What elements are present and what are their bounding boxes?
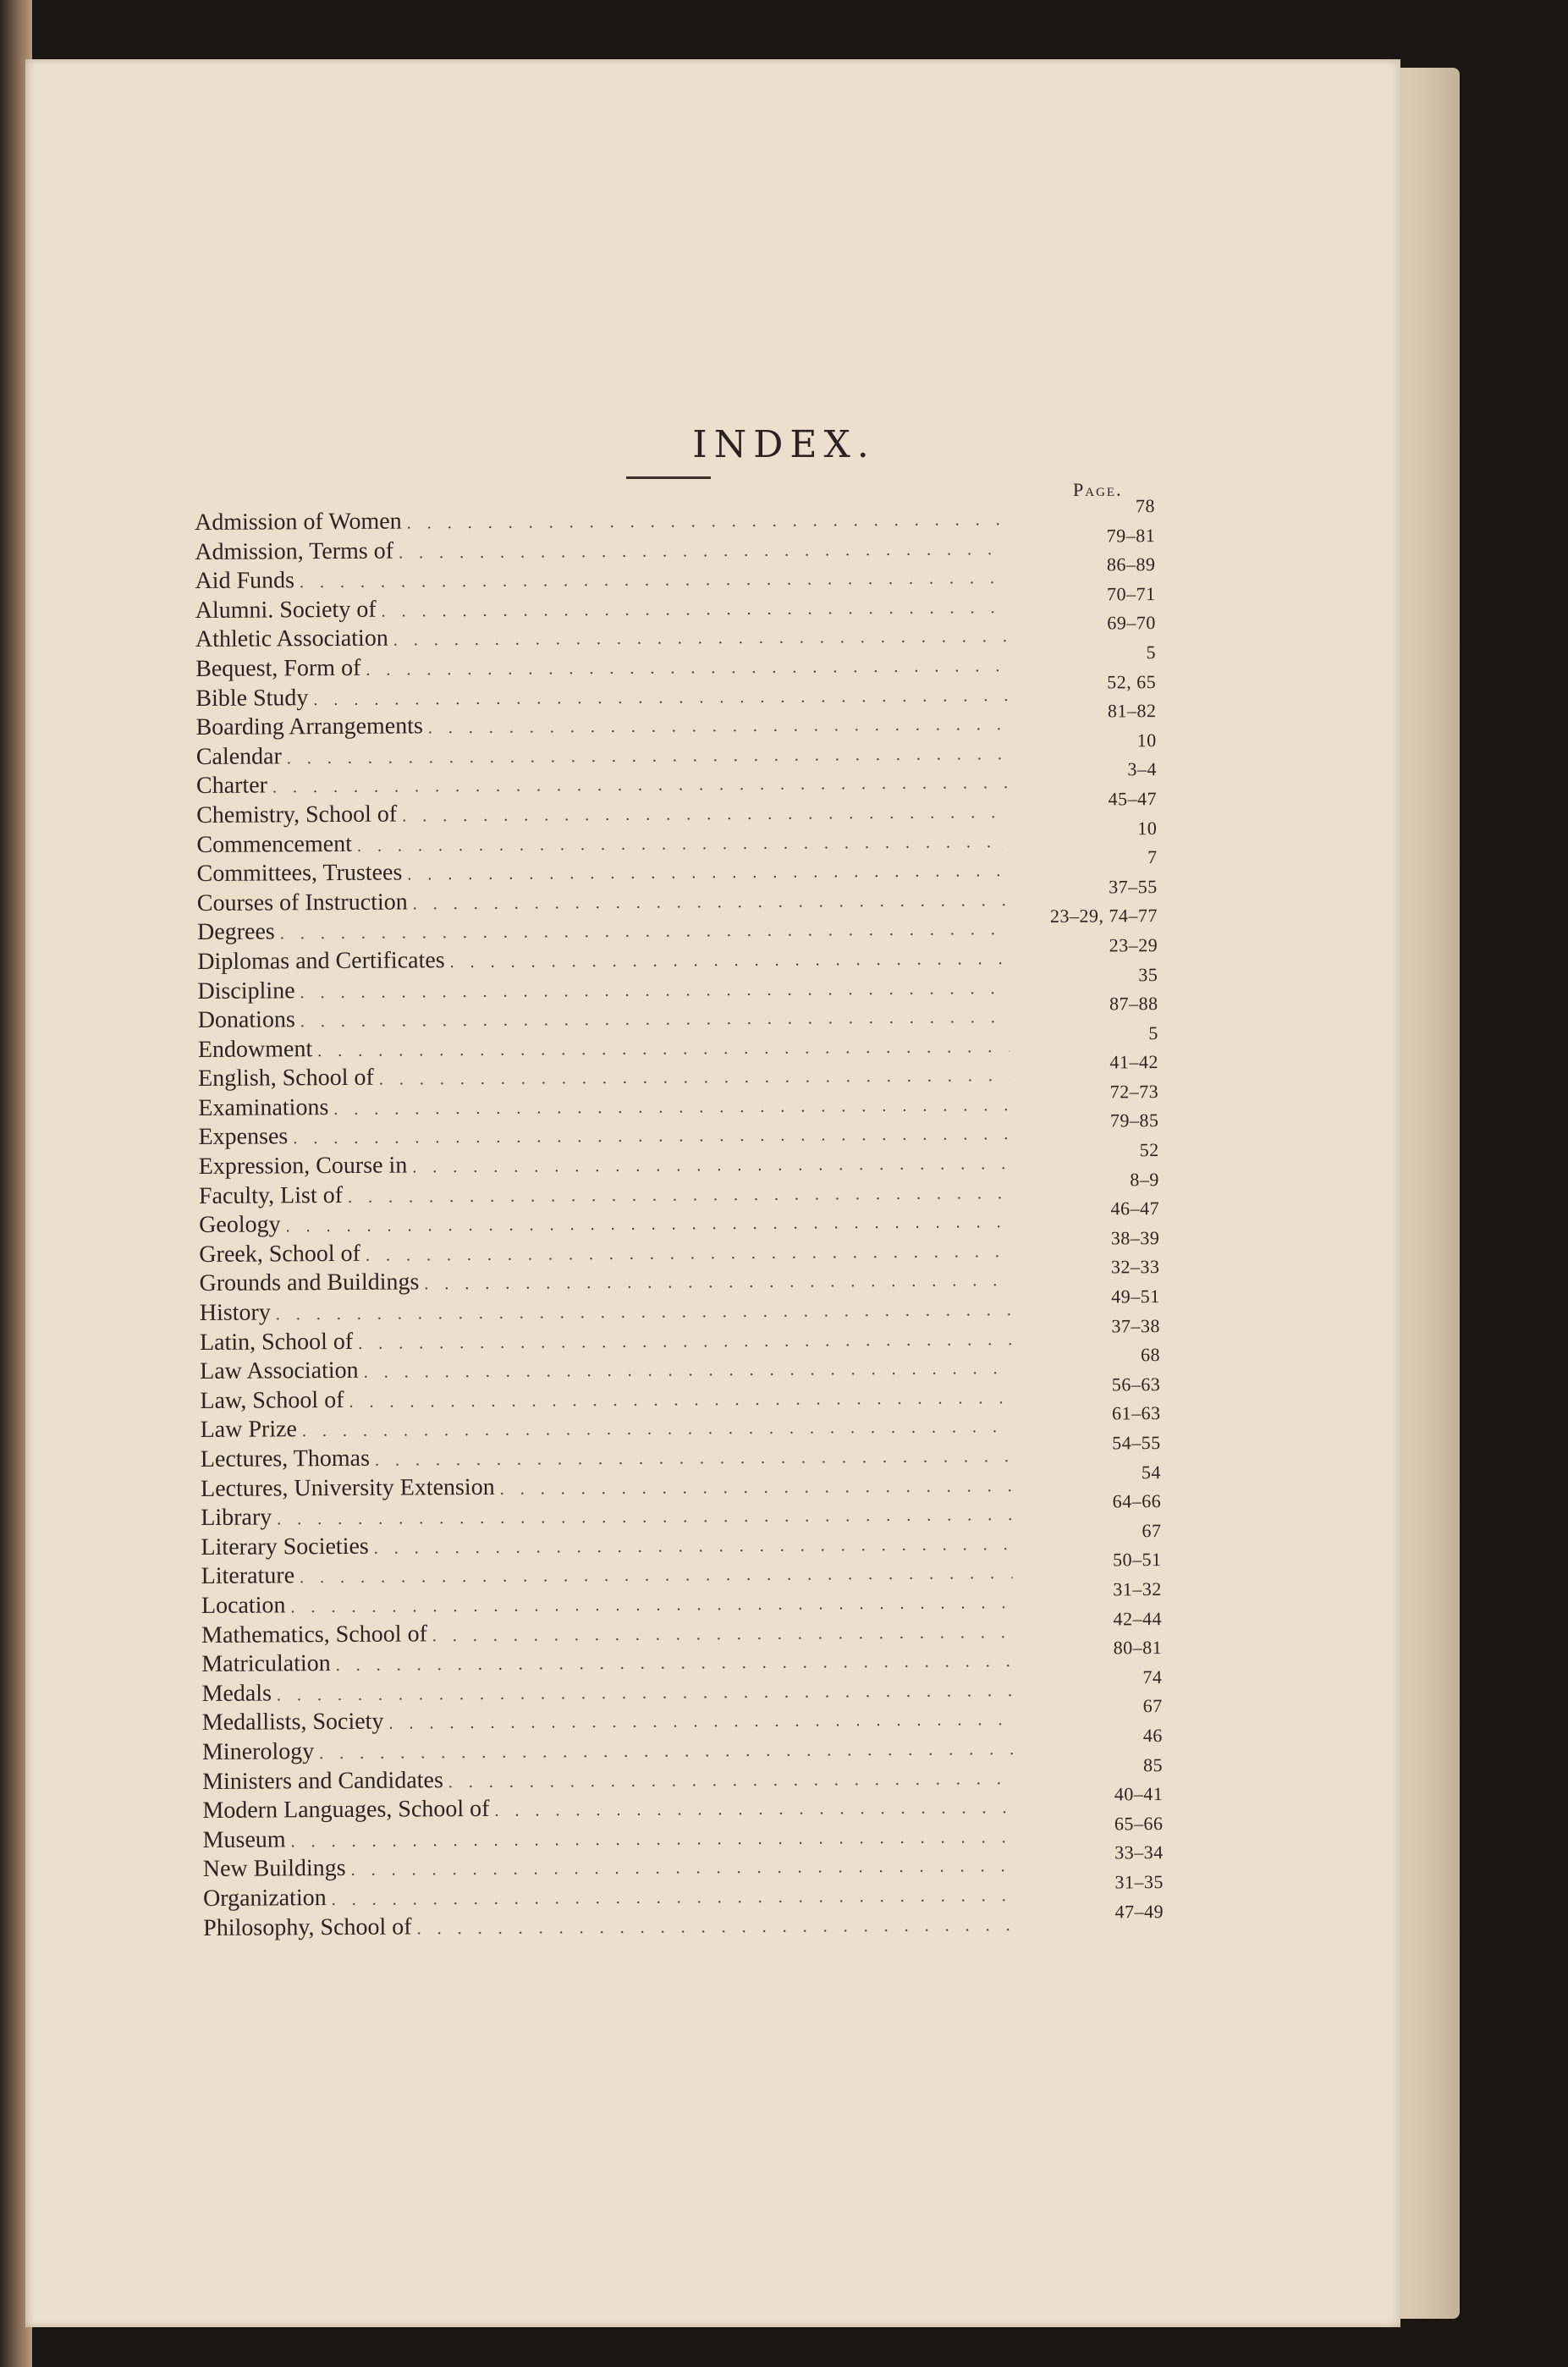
leader-dots	[358, 1330, 1011, 1354]
index-entry-label: Law, School of	[200, 1386, 344, 1414]
index-entry-label: Boarding Arrangements	[195, 713, 423, 741]
index-entry-page: 50–51	[1113, 1549, 1162, 1571]
index-entry-label: Lectures, University Extension	[200, 1473, 495, 1502]
index-entry-page: 79–85	[1109, 1109, 1159, 1131]
index-entry-label: Calendar	[195, 743, 282, 770]
index-entry-label: Medals	[201, 1680, 272, 1707]
leader-dots	[287, 745, 1008, 768]
index-entry-label: Donations	[197, 1006, 295, 1034]
leader-dots	[272, 773, 1008, 797]
index-entry-page: 10	[1137, 817, 1158, 839]
index-entry-label: Minerology	[201, 1738, 315, 1765]
leader-dots	[300, 979, 1010, 1003]
index-entry-label: Examinations	[198, 1093, 329, 1121]
index-entry-label: Aid Funds	[195, 567, 295, 595]
index-entry-label: Geology	[199, 1211, 281, 1239]
index-entry	[203, 1900, 1164, 1945]
leader-dots	[351, 1857, 1015, 1880]
index-entry-label: Chemistry, School of	[196, 801, 398, 828]
index-entry-page: 86–89	[1106, 553, 1156, 575]
index-entry-label: Faculty, List of	[198, 1181, 344, 1209]
index-entry-page: 52, 65	[1107, 670, 1157, 692]
index-entry-page: 41–42	[1109, 1051, 1159, 1073]
index-entry-page: 10	[1136, 729, 1157, 751]
leader-dots	[393, 628, 1007, 651]
leader-dots	[300, 1564, 1013, 1588]
index-entry-label: Alumni. Society of	[195, 596, 377, 624]
index-entry-page: 65–66	[1114, 1812, 1164, 1835]
index-entry-page: 87–88	[1109, 993, 1158, 1015]
index-entry-page: 81–82	[1107, 700, 1157, 722]
index-entry-page: 7	[1147, 846, 1158, 868]
title-rule	[626, 476, 711, 479]
leader-dots	[382, 598, 1007, 622]
index-entry-page: 46–47	[1110, 1197, 1160, 1219]
index-entry-page: 42–44	[1113, 1607, 1163, 1629]
index-entry-page: 46	[1142, 1724, 1163, 1747]
index-entry-page: 5	[1148, 1021, 1158, 1043]
index-entry-page: 69–70	[1107, 612, 1156, 634]
index-entry-page: 45–47	[1108, 787, 1158, 810]
leader-dots	[500, 1477, 1013, 1500]
index-entry-page: 79–81	[1106, 524, 1156, 547]
index-entry-label: Grounds and Buildings	[199, 1269, 420, 1297]
index-entry-label: Medallists, Society	[201, 1709, 384, 1737]
index-entry-label: Museum	[202, 1826, 286, 1853]
leader-dots	[416, 1916, 1015, 1939]
leader-dots	[276, 1301, 1011, 1324]
index-entry-label: Organization	[202, 1884, 327, 1912]
index-entry-label: Admission, Terms of	[195, 537, 394, 565]
index-entry-page: 38–39	[1110, 1226, 1160, 1249]
index-entry-label: Mathematics, School of	[201, 1620, 427, 1649]
index-entry-page: 80–81	[1113, 1637, 1163, 1659]
leader-dots	[293, 1126, 1010, 1149]
index-entry-label: Ministers and Candidates	[202, 1766, 443, 1795]
index-entry-page: 54–55	[1112, 1432, 1161, 1454]
index-entry-page: 72–73	[1109, 1080, 1159, 1103]
index-entry-page: 47–49	[1114, 1900, 1164, 1922]
index-entry-label: Expenses	[198, 1123, 289, 1151]
leader-dots	[300, 1008, 1010, 1032]
index-entry-label: Philosophy, School of	[203, 1913, 412, 1941]
leader-dots	[349, 1389, 1011, 1412]
leader-dots	[277, 1506, 1012, 1529]
index-entry-label: Committees, Trustees	[196, 859, 403, 888]
leader-dots	[424, 1272, 1010, 1295]
index-entry-label: Admission of Women	[195, 508, 402, 536]
index-entry-label: History	[199, 1299, 271, 1327]
index-entry-label: Modern Languages, School of	[202, 1796, 490, 1825]
index-entry-page: 5	[1146, 641, 1157, 663]
leader-dots	[402, 803, 1008, 826]
leader-dots	[366, 1242, 1011, 1266]
index-entry-label: Literature	[201, 1562, 295, 1590]
index-entry-page: 85	[1143, 1753, 1164, 1775]
index-entry-label: Latin, School of	[199, 1328, 354, 1356]
leader-dots	[280, 920, 1009, 944]
leader-dots	[290, 1594, 1013, 1617]
leader-dots	[375, 1447, 1012, 1471]
leader-dots	[366, 657, 1007, 680]
leader-dots	[412, 1154, 1010, 1177]
index-entry-label: Law Association	[200, 1357, 359, 1385]
leader-dots	[317, 1038, 1010, 1061]
leader-dots	[348, 1184, 1010, 1208]
index-entry-page: 35	[1138, 963, 1158, 985]
index-entry-page: 8–9	[1130, 1168, 1159, 1190]
index-entry-page: 37–55	[1109, 875, 1158, 898]
leader-dots	[291, 1828, 1015, 1852]
leader-dots	[494, 1798, 1014, 1821]
index-entry-page: 64–66	[1112, 1490, 1162, 1512]
leader-dots	[286, 1213, 1011, 1236]
leader-dots	[302, 1418, 1012, 1442]
index-entry-label: Lectures, Thomas	[200, 1445, 371, 1472]
leader-dots	[319, 1740, 1014, 1764]
index-entry-label: Location	[201, 1592, 286, 1619]
leader-dots	[336, 1652, 1014, 1676]
leader-dots	[313, 686, 1007, 710]
leader-dots	[364, 1359, 1012, 1383]
index-entry-page: 49–51	[1111, 1285, 1160, 1307]
leader-dots	[374, 1535, 1013, 1559]
index-entry-label: Library	[201, 1504, 272, 1532]
index-entry-page: 23–29, 74–77	[1049, 905, 1158, 928]
index-entry-page: 52	[1139, 1139, 1159, 1161]
index-entry-label: Degrees	[196, 918, 275, 946]
index-entry-label: Greek, School of	[199, 1240, 360, 1268]
index-entry-label: New Buildings	[202, 1855, 346, 1883]
index-entry-label: Law Prize	[200, 1416, 298, 1444]
index-entry-page: 37–38	[1111, 1314, 1160, 1337]
index-entry-page: 70–71	[1107, 582, 1156, 605]
index-entry-page: 33–34	[1114, 1841, 1164, 1863]
leader-dots	[300, 569, 1007, 592]
leader-dots	[413, 891, 1009, 914]
leader-dots	[388, 1710, 1013, 1734]
leader-dots	[428, 715, 1008, 738]
leader-dots	[277, 1682, 1014, 1705]
leader-dots	[333, 1096, 1010, 1120]
leader-dots	[332, 1886, 1015, 1910]
index-entry-label: Endowment	[197, 1035, 313, 1063]
index-entry-page: 56–63	[1111, 1373, 1161, 1395]
index-entry-page: 67	[1142, 1519, 1162, 1541]
index-entry-label: Bible Study	[195, 684, 309, 712]
index-entry-label: Courses of Instruction	[196, 889, 408, 917]
index-list	[195, 495, 1164, 1944]
index-entry-page: 32–33	[1110, 1256, 1160, 1278]
index-entry-page: 54	[1141, 1461, 1162, 1483]
index-entry-page: 40–41	[1114, 1783, 1164, 1805]
index-entry-label: Discipline	[197, 977, 295, 1005]
index-entry-label: Athletic Association	[195, 625, 388, 653]
leader-dots	[357, 833, 1009, 856]
page-column-header: Page.	[1073, 479, 1123, 500]
leader-dots	[399, 540, 1006, 563]
index-entry-label: Matriculation	[201, 1650, 331, 1678]
index-entry-page: 67	[1142, 1695, 1163, 1717]
index-entry-label: Expression, Course in	[198, 1152, 408, 1181]
page-title: INDEX.	[692, 423, 876, 466]
index-entry-page: 61–63	[1111, 1402, 1161, 1424]
leader-dots	[450, 950, 1010, 972]
leader-dots	[448, 1770, 1015, 1792]
index-entry-page: 78	[1135, 495, 1156, 517]
index-entry-label: English, School of	[198, 1065, 374, 1093]
leader-dots	[432, 1623, 1013, 1646]
index-entry-label: Commencement	[196, 830, 353, 858]
index-entry-label: Literary Societies	[201, 1533, 369, 1561]
index-entry-page: 74	[1142, 1665, 1163, 1687]
index-entry-page: 3–4	[1127, 758, 1157, 780]
index-entry-page: 68	[1141, 1344, 1161, 1366]
leader-dots	[379, 1066, 1010, 1090]
index-entry-page: 23–29	[1109, 933, 1158, 956]
leader-dots	[407, 510, 1007, 533]
leader-dots	[407, 861, 1008, 884]
index-entry-label: Diplomas and Certificates	[197, 947, 445, 975]
index-entry-page: 31–35	[1114, 1870, 1164, 1893]
index-entry-label: Charter	[195, 772, 268, 800]
index-entry-page: 31–32	[1113, 1578, 1162, 1600]
index-entry-label: Bequest, Form of	[195, 654, 361, 682]
